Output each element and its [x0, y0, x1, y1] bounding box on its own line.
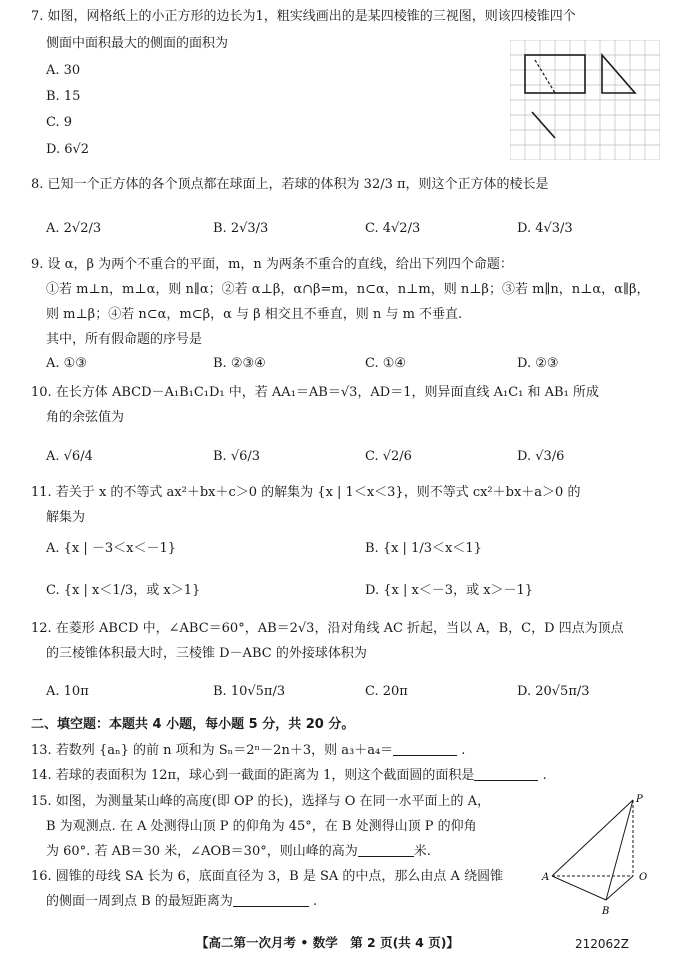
- fig15-label-a: A: [542, 872, 550, 883]
- q11-option-b: B. {x | 1/3＜x＜1}: [365, 541, 482, 556]
- q16-text2: 的侧面一周到点 B 的最短距离为: [46, 894, 233, 909]
- q7-option-c: C. 9: [46, 115, 73, 130]
- q12-stem-line1: 12. 在菱形 ABCD 中，∠ABC＝60°，AB＝2√3，沿对角线 AC 折起，当以 A，B，C，D 四点为顶点: [31, 621, 624, 636]
- q11-stem-line1: 11. 若关于 x 的不等式 ax²＋bx＋c＞0 的解集为 {x | 1＜x＜3}，则不等式 cx²＋bx＋a＞0 的: [31, 485, 581, 500]
- q7-option-a: A. 30: [46, 63, 81, 78]
- q9-option-d: D. ②③: [517, 356, 559, 371]
- q15-stem-line2: B 为观测点. 在 A 处测得山顶 P 的仰角为 45°，在 B 处测得山顶 P 的仰角: [46, 819, 477, 834]
- q9-stem-line3: 则 m⊥β；④若 n⊂α，m⊂β，α 与 β 相交且不垂直，则 n 与 m 不垂直.: [46, 307, 463, 322]
- q8-option-b: B. 2√3/3: [213, 221, 269, 236]
- q11-option-a: A. {x | －3＜x＜－1}: [46, 541, 177, 556]
- q10-stem-line2: 角的余弦值为: [46, 410, 125, 425]
- q12-stem-line2: 的三棱锥体积最大时，三棱锥 D－ABC 的外接球体积为: [46, 646, 367, 661]
- q10-option-b: B. √6/3: [213, 449, 261, 464]
- q16-answer-blank[interactable]: [233, 894, 309, 907]
- q12-option-b: B. 10√5π/3: [213, 684, 286, 699]
- q13-answer-blank[interactable]: [393, 743, 457, 756]
- q12-option-d: D. 20√5π/3: [517, 684, 590, 699]
- q7-stem-line1: 7. 如图，网格纸上的小正方形的边长为1，粗实线画出的是某四棱锥的三视图，则该四棱锥四个: [31, 9, 576, 24]
- q9-option-a: A. ①③: [46, 356, 87, 371]
- section-heading-fill-in: 二、填空题：本题共 4 小题，每小题 5 分，共 20 分。: [31, 717, 355, 732]
- q16-stem-line2: 的侧面一周到点 B 的最短距离为 .: [46, 894, 318, 909]
- q7-three-view-figure: [510, 40, 660, 160]
- q7-stem-line2: 侧面中面积最大的侧面的面积为: [46, 36, 229, 51]
- fig15-label-b: B: [602, 906, 610, 917]
- q15-answer-blank[interactable]: [358, 844, 414, 857]
- q16-stem-line1: 16. 圆锥的母线 SA 长为 6，底面直径为 3，B 是 SA 的中点，那么由点 A 绕圆锥: [31, 869, 504, 884]
- q9-stem-line4: 其中，所有假命题的序号是: [46, 332, 203, 347]
- q8-option-d: D. 4√3/3: [517, 221, 573, 236]
- q10-option-d: D. √3/6: [517, 449, 565, 464]
- q14-text: 14. 若球的表面积为 12π，球心到一截面的距离为 1，则这个截面圆的面积是: [31, 768, 475, 783]
- q13-text: 13. 若数列 {aₙ} 的前 n 项和为 Sₙ＝2ⁿ－2n＋3，则 a₃＋a₄＝: [31, 743, 394, 758]
- q11-option-c: C. {x | x＜1/3，或 x＞1}: [46, 583, 201, 598]
- q14-answer-blank[interactable]: [474, 768, 538, 781]
- q9-option-c: C. ①④: [365, 356, 407, 371]
- q14-stem: 14. 若球的表面积为 12π，球心到一截面的距离为 1，则这个截面圆的面积是 .: [31, 768, 547, 783]
- fig15-label-o: O: [639, 872, 648, 883]
- q15-text3: 为 60°. 若 AB＝30 米，∠AOB＝30°，则山峰的高为: [46, 844, 358, 859]
- q8-option-a: A. 2√2/3: [46, 221, 102, 236]
- q12-option-c: C. 20π: [365, 684, 408, 699]
- footer-title: 【高二第一次月考 • 数学 第 2 页(共 4 页)】: [196, 935, 459, 950]
- q9-stem-line2: ①若 m⊥n，m⊥α，则 n∥α；②若 α⊥β，α∩β=m，n⊂α，n⊥m，则 n⊥β；③若 m∥n，n⊥α，α∥β，: [46, 282, 650, 297]
- q8-option-c: C. 4√2/3: [365, 221, 421, 236]
- q15-mountain-figure: [540, 790, 660, 920]
- q15-stem-line1: 15. 如图，为测量某山峰的高度(即 OP 的长)，选择与 O 在同一水平面上的 A，: [31, 794, 491, 809]
- q15-stem-line3: [46, 843, 431, 861]
- q9-stem-line1: 9. 设 α，β 为两个不重合的平面，m，n 为两条不重合的直线，给出下列四个命题：: [31, 257, 513, 272]
- q8-stem: 8. 已知一个正方体的各个顶点都在球面上，若球的体积为 32/3 π，则这个正方体的棱长是: [31, 177, 549, 192]
- q7-option-b: B. 15: [46, 89, 81, 104]
- q10-option-c: C. √2/6: [365, 449, 412, 464]
- q9-option-b: B. ②③④: [213, 356, 266, 371]
- q7-option-d: D. 6√2: [46, 142, 90, 157]
- q10-option-a: A. √6/4: [46, 449, 93, 464]
- q13-stem: 13. 若数列 {aₙ} 的前 n 项和为 Sₙ＝2ⁿ－2n＋3，则 a₃＋a₄＝ .: [31, 743, 466, 758]
- q11-option-d: D. {x | x＜－3，或 x＞－1}: [365, 583, 534, 598]
- q11-stem-line2: 解集为: [46, 510, 86, 525]
- fig15-label-p: P: [636, 794, 643, 805]
- q12-option-a: A. 10π: [46, 684, 89, 699]
- q15-unit: 米.: [413, 844, 431, 859]
- footer-code: 212062Z: [575, 937, 630, 951]
- q10-stem-line1: 10. 在长方体 ABCD－A₁B₁C₁D₁ 中，若 AA₁＝AB＝√3，AD＝1，则异面直线 A₁C₁ 和 AB₁ 所成: [31, 385, 599, 400]
